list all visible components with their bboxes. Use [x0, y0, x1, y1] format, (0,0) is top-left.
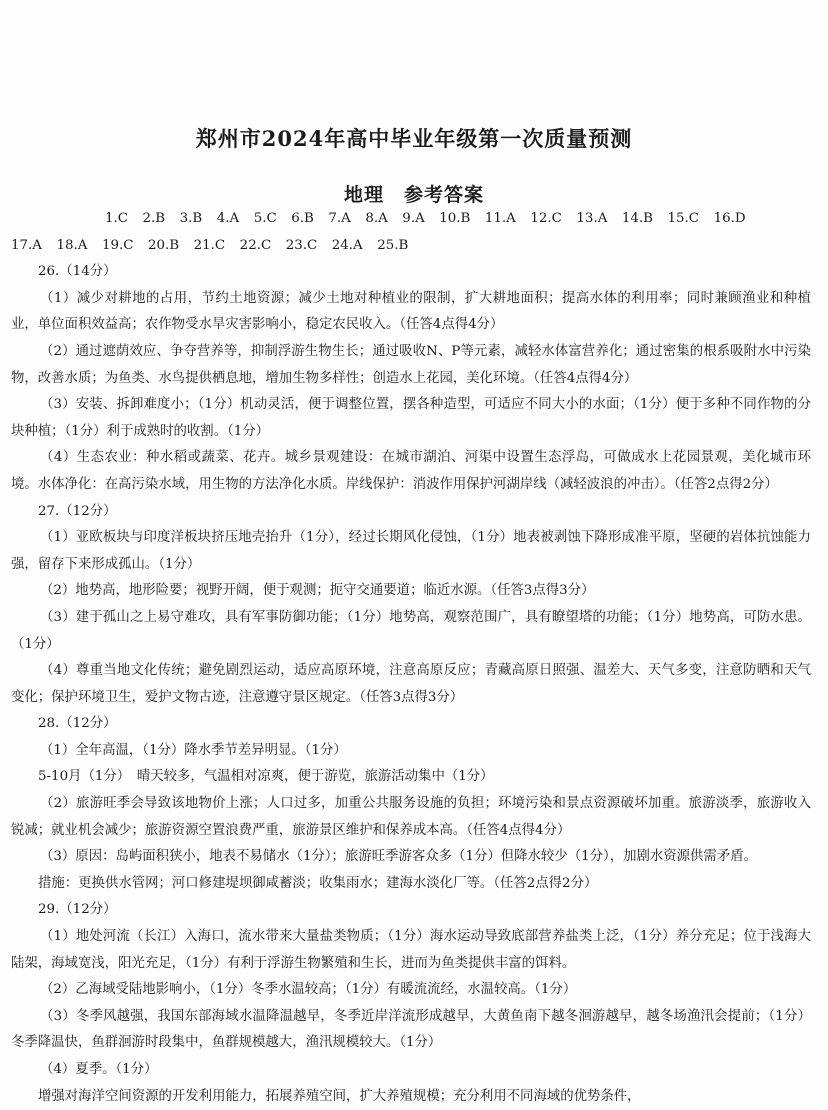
mc-answer: 16.D [713, 211, 746, 226]
q27-answer-3: （3）建于孤山之上易守难攻，具有军事防御功能；（1分）地势高，观察范围广，具有瞭望塔的功能；（1分）地势高，可防水患。（1分） [11, 609, 811, 652]
mc-answer: 1.C [105, 211, 129, 226]
mc-answer: 11.A [484, 211, 516, 226]
q26-answer-4: （4）生态农业：种水稻或蔬菜、花卉。城乡景观建设：在城市湖泊、河渠中设置生态浮岛，可做成水上花园景观，美化城市环境。水体净化：在高污染水域，用生物的方法净化水质。岸线保护：消波作用保护河湖岸线（减轻波浪的冲击）。（任答2点得2分） [11, 450, 811, 492]
multiple-choice-row-2 [11, 233, 811, 260]
question-28-header: 28.（12分） [38, 716, 117, 732]
mc-answer: 9.A [402, 211, 425, 226]
mc-answer: 25.B [377, 237, 409, 253]
mc-answer: 10.B [439, 211, 471, 226]
q26-answer-2: （2）通过遮荫效应、争夺营养等，抑制浮游生物生长；通过吸收N、P等元素，减轻水体富营养化；通过密集的根系吸附水中污染物，改善水质；为鱼类、水鸟提供栖息地，增加生物多样性；创造水上花园，美化环境。（任答4点得4分） [11, 343, 811, 386]
mc-answer: 21.C [193, 237, 226, 253]
q28-answer-3b: 措施：更换供水管网；河口修建堤坝御咸蓄淡；收集雨水；建海水淡化厂等。（任答2点得2分） [38, 875, 598, 891]
document-subtitle: 地理 参考答案 [343, 184, 484, 206]
question-27-header: 27.（12分） [38, 503, 117, 519]
mc-answer: 12.C [530, 211, 562, 226]
answer-content [11, 206, 811, 1110]
mc-answer: 20.B [147, 237, 180, 253]
question-29-header: 29.（12分） [38, 902, 117, 918]
mc-answer: 13.A [576, 211, 608, 226]
mc-answer: 18.A [56, 237, 88, 253]
mc-answer: 7.A [328, 211, 351, 226]
mc-answer: 2.B [142, 211, 166, 226]
q27-answer-4: （4）尊重当地文化传统；避免剧烈运动，适应高原环境，注意高原反应；青藏高原日照强、温差大、天气多变，注意防晒和天气变化；保护环境卫生，爱护文物古迹，注意遵守景区规定。（任答3点得3分） [11, 663, 811, 705]
q28-answer-1b: 5-10月（1分） 晴天较多，气温相对凉爽，便于游览，旅游活动集中（1分） [38, 769, 494, 785]
mc-answer: 5.C [253, 211, 277, 226]
q29-answer-3: （3）冬季风越强，我国东部海域水温降温越早，冬季近岸洋流形成越早，大黄鱼南下越冬洄游越早，越冬场渔汛会提前；（1分）冬季降温快，鱼群洄游时段集中，鱼群规模越大，渔汛规模较大。（1分） [11, 1008, 811, 1051]
mc-answer: 24.A [331, 237, 363, 253]
mc-answer: 14.B [621, 211, 654, 226]
q27-answer-2: （2）地势高，地形险要；视野开阔，便于观测；扼守交通要道；临近水源。（任答3点得3分） [40, 583, 595, 599]
mc-answer: 15.C [667, 211, 700, 226]
q28-answer-1: （1）全年高温，（1分）降水季节差异明显。（1分） [40, 742, 347, 758]
q26-answer-3: （3）安装、拆卸难度小；（1分）机动灵活，便于调整位置，摆各种造型，可适应不同大小的水面；（1分）便于多种不同作物的分块种植；（1分）利于成熟时的收割。（1分） [11, 397, 811, 439]
mc-answer: 6.B [291, 211, 314, 226]
q29-answer-4b: 增强对海洋空间资源的开发利用能力，拓展养殖空间，扩大养殖规模；充分利用不同海域的优势条件， [38, 1088, 641, 1104]
mc-answer: 4.A [216, 211, 240, 226]
q26-answer-1: （1）减少对耕地的占用，节约土地资源；减少土地对种植业的限制，扩大耕地面积；提高水体的利用率；同时兼顾渔业和种植业，单位面积效益高；农作物受水旱灾害影响小，稳定农民收入。（任答4点得4分） [11, 290, 811, 333]
q27-answer-1: （1）亚欧板块与印度洋板块挤压地壳抬升（1分），经过长期风化侵蚀，（1分）地表被剥蚀下降形成准平原，坚硬的岩体抗蚀能力强，留存下来形成孤山。（1分） [11, 530, 811, 572]
q29-answer-2: （2）乙海域受陆地影响小，（1分）冬季水温较高；（1分）有暖流流经，水温较高。（1分） [40, 982, 577, 998]
multiple-choice-row-1 [11, 206, 811, 233]
mc-answer: 3.B [179, 211, 203, 226]
mc-answer: 22.C [239, 237, 272, 253]
question-26-header: 26.（14分） [38, 264, 117, 280]
mc-answer: 8.A [365, 211, 388, 226]
mc-answer: 23.C [285, 237, 318, 253]
q28-answer-2: （2）旅游旺季会导致该地物价上涨；人口过多，加重公共服务设施的负担；环境污染和景点资源破坏加重。旅游淡季，旅游收入锐减；就业机会减少；旅游资源空置浪费严重，旅游景区维护和保养成本高。（任答4点得4分） [11, 796, 811, 838]
q28-answer-3: （3）原因：岛屿面积狭小，地表不易储水（1分）；旅游旺季游客众多（1分）但降水较少（1分），加剧水资源供需矛盾。 [40, 849, 757, 865]
q29-answer-1: （1）地处河流（长江）入海口，流水带来大量盐类物质；（1分）海水运动导致底部营养盐类上泛，（1分）养分充足；位于浅海大陆架，海域宽浅，阳光充足，（1分）有利于浮游生物繁殖和生长，进而为鱼类提供丰富的饵料。 [11, 929, 811, 971]
document-title: 郑州市2024年高中毕业年级第一次质量预测 [195, 126, 633, 151]
mc-answer: 17.A [11, 237, 42, 253]
mc-answer: 19.C [101, 237, 134, 253]
q29-answer-4: （4）夏季。（1分） [40, 1062, 158, 1077]
